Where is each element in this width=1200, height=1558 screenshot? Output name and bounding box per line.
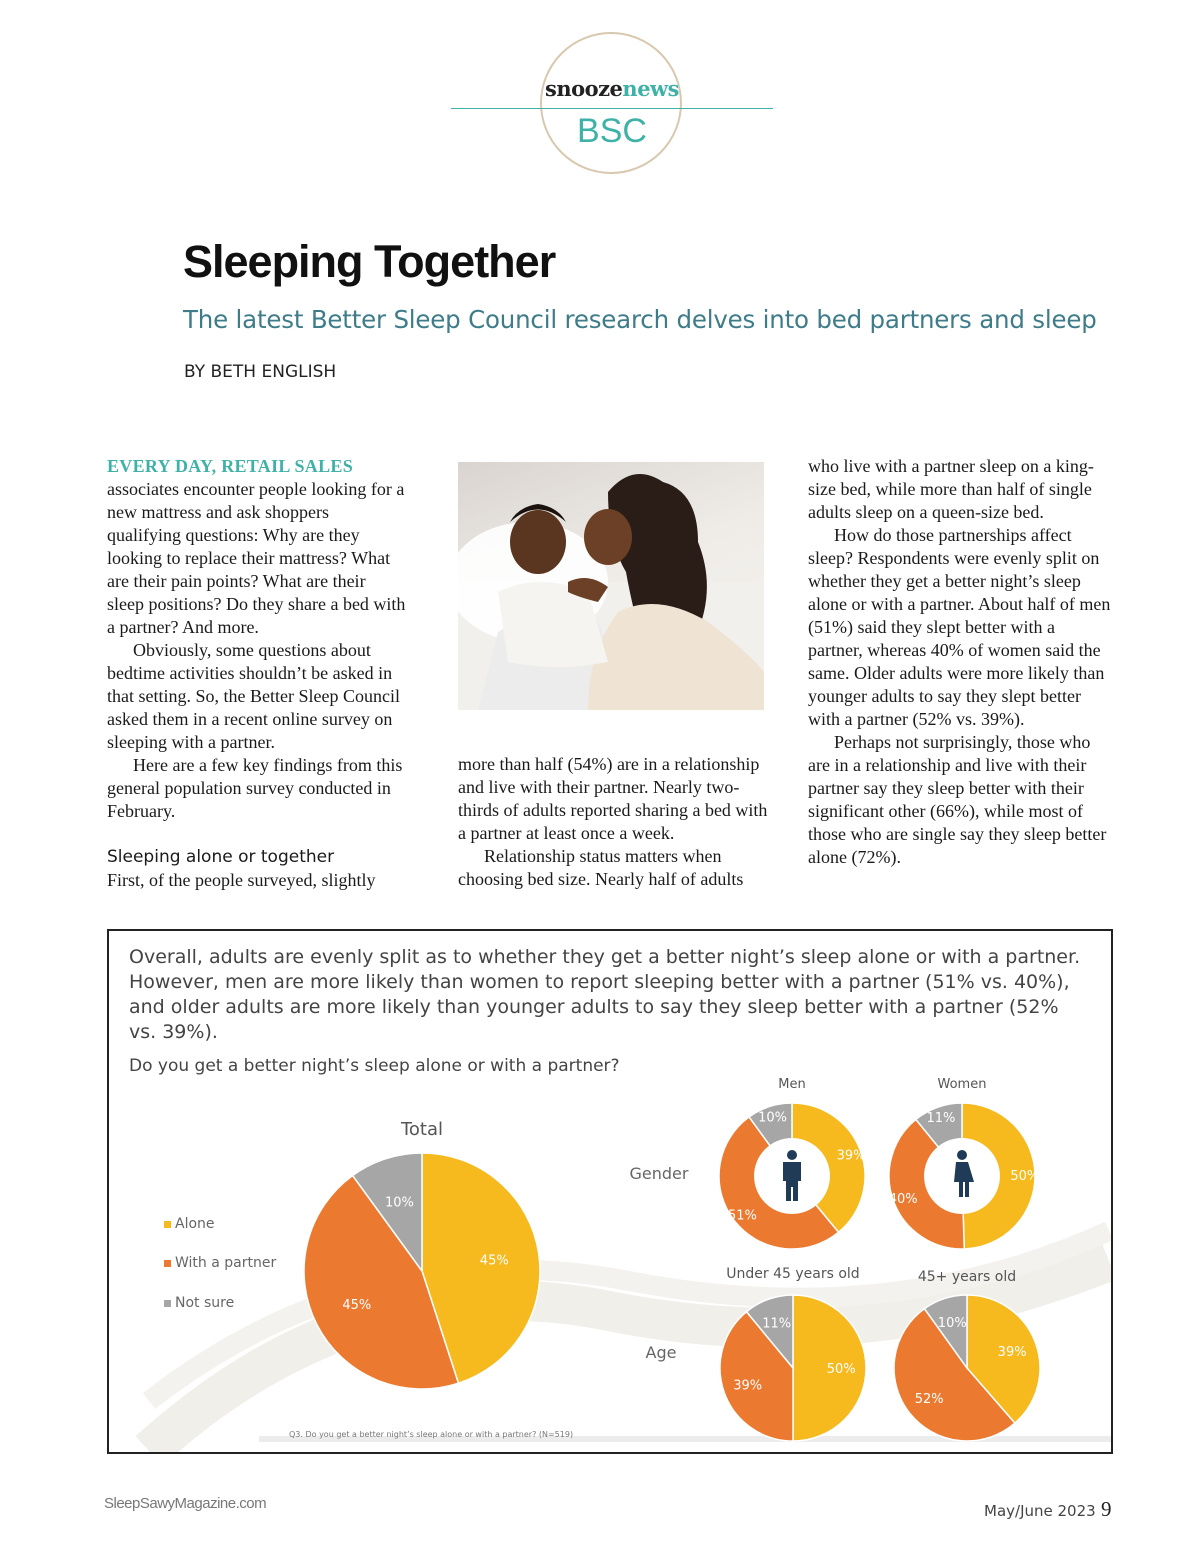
men-data-label: 10% bbox=[758, 1110, 788, 1126]
legend-swatch-with-a-partner bbox=[164, 1260, 171, 1267]
legend-label: Alone bbox=[175, 1216, 215, 1232]
total-chart-title: Total bbox=[400, 1119, 444, 1140]
article-subtitle: The latest Better Sleep Council research delves into bed partners and sleep bbox=[183, 305, 1097, 334]
total-data-label: 45% bbox=[479, 1253, 509, 1269]
paragraph-1: EVERY DAY, RETAIL SALES associates encounter people looking for a new mattress and ask shoppers qualifying questions: Why are they looking to replace their mattress? What are their pain points? What are their sleep positions? Do they share a bed with a partner? And more. bbox=[107, 456, 406, 637]
paragraph-2: Obviously, some questions about bedtime activities shouldn’t be asked in that setting. So, the Better Sleep Council asked them in a recent online survey on sleeping with a partner. bbox=[107, 640, 400, 752]
legend-swatch-alone bbox=[164, 1221, 171, 1228]
survey-chart-figure bbox=[107, 929, 1113, 1454]
footer-issue-date: May/June 2023 bbox=[984, 1502, 1096, 1520]
article-title: Sleeping Together bbox=[183, 236, 556, 287]
over45-data-label: 39% bbox=[997, 1345, 1027, 1361]
couple-photo bbox=[458, 462, 764, 710]
total-data-label: 10% bbox=[384, 1195, 414, 1211]
article-column-1 bbox=[107, 455, 407, 892]
legend-label: With a partner bbox=[175, 1255, 277, 1271]
article-column-3 bbox=[808, 455, 1114, 869]
paragraph-4: First, of the people surveyed, slightly bbox=[107, 870, 376, 890]
header-divider bbox=[451, 108, 773, 109]
women-data-label: 40% bbox=[888, 1191, 918, 1207]
men-data-label: 51% bbox=[727, 1208, 757, 1224]
over45-data-label: 52% bbox=[914, 1391, 944, 1407]
men-data-label: 39% bbox=[836, 1148, 866, 1164]
legend-label: Not sure bbox=[175, 1295, 235, 1311]
footer-website: SleepSawyMagazine.com bbox=[104, 1495, 267, 1512]
row-label-gender: Gender bbox=[629, 1164, 689, 1183]
paragraph-8: How do those partnerships affect sleep? Respondents were evenly split on whether they get a better night’s sleep alone or with a partner. About half of men (51%) said they slept better with a partner, whereas 40% of women said the same. Older adults were more likely than younger adults to say they slept better with a partner (52% vs. 39%). bbox=[808, 525, 1111, 729]
man-icon bbox=[787, 1150, 797, 1160]
snoozenews-logo: snoozenews bbox=[545, 76, 679, 101]
under45-data-label: 39% bbox=[733, 1378, 763, 1394]
paragraph-7: who live with a partner sleep on a king-size bed, while more than half of single adults sleep on a queen-size bed. bbox=[808, 456, 1094, 522]
over45-chart-title: 45+ years old bbox=[917, 1269, 1017, 1285]
under45-chart-title: Under 45 years old bbox=[726, 1266, 860, 1282]
paragraph-6: Relationship status matters when choosing bed size. Nearly half of adults bbox=[458, 846, 744, 889]
article-byline: BY BETH ENGLISH bbox=[184, 362, 337, 382]
chart-question: Do you get a better night’s sleep alone or with a partner? bbox=[129, 1056, 620, 1076]
lead-in: EVERY DAY, RETAIL SALES bbox=[107, 456, 354, 476]
article-column-2 bbox=[458, 753, 768, 891]
total-data-label: 45% bbox=[342, 1298, 372, 1314]
over45-data-label: 10% bbox=[937, 1316, 967, 1332]
under45-data-label: 50% bbox=[826, 1362, 856, 1377]
paragraph-3: Here are a few key findings from this general population survey conducted in February. bbox=[107, 755, 403, 821]
women-data-label: 50% bbox=[1010, 1169, 1040, 1185]
women-data-label: 11% bbox=[926, 1110, 956, 1126]
men-chart-title: Men bbox=[778, 1077, 806, 1092]
row-label-age: Age bbox=[645, 1343, 677, 1362]
paragraph-5: more than half (54%) are in a relationship and live with their partner. Nearly two-thirds of adults reported sharing a bed with a partner at least once a week. bbox=[458, 754, 768, 843]
under45-data-label: 11% bbox=[762, 1316, 792, 1332]
page-number: 9 bbox=[1101, 1497, 1112, 1521]
legend-swatch-not-sure bbox=[164, 1300, 171, 1307]
woman-icon bbox=[957, 1150, 967, 1160]
women-chart-title: Women bbox=[937, 1077, 987, 1092]
header-badge bbox=[540, 32, 682, 174]
paragraph-9: Perhaps not surprisingly, those who are in a relationship and live with their partner say they sleep better with their significant other (66%), while most of those who are single say they sleep better alone (72%). bbox=[808, 732, 1107, 867]
chart-footnote: Q3. Do you get a better night’s sleep alone or with a partner? (N=519) bbox=[289, 1430, 574, 1439]
bsc-logo-text: BSC bbox=[577, 112, 647, 150]
section-subhead: Sleeping alone or together bbox=[107, 847, 335, 867]
chart-intro-text: Overall, adults are evenly split as to whether they get a better night’s sleep alone or with a partner. However, men are more likely than women to report sleeping better with a partner (51% vs. 40%), and older adults are more likely than younger adults to say they sleep better with a partner (52% vs. 39%). bbox=[129, 946, 1081, 1043]
